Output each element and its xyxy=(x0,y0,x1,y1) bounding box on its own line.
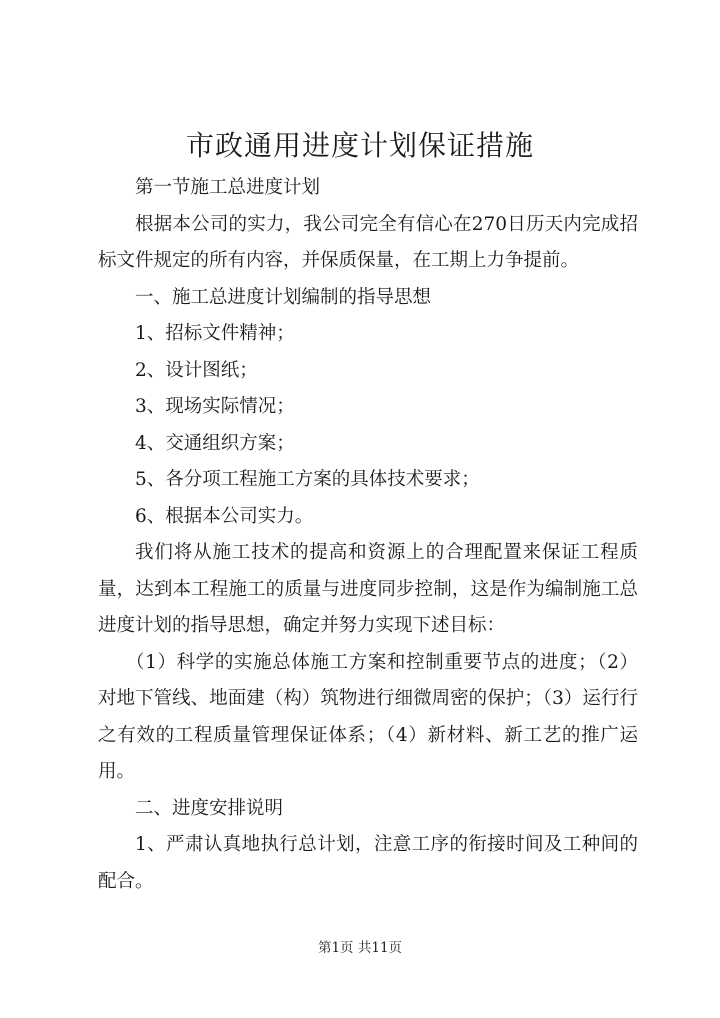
list-item: 4、交通组织方案； xyxy=(135,432,295,454)
document-title: 市政通用进度计划保证措施 xyxy=(185,129,534,162)
body-paragraph: 1、严肃认真地执行总计划，注意工序的衔接时间及工种间的配合。 xyxy=(98,834,638,892)
page-footer: 第1页 共11页 xyxy=(317,940,403,956)
body-paragraph: 我们将从施工技术的提高和资源上的合理配置来保证工程质量，达到本工程施工的质量与进度同步控制，这是作为编制施工总进度计划的指导思想，确定并努力实现下述目标： xyxy=(98,542,638,636)
subsection-heading: 二、进度安排说明 xyxy=(135,797,284,819)
subsection-heading: 一、施工总进度计划编制的指导思想 xyxy=(135,286,432,308)
list-item: 6、根据本公司实力。 xyxy=(135,505,314,527)
document-body xyxy=(98,170,638,900)
list-item: 3、现场实际情况； xyxy=(135,396,295,417)
body-paragraph: 根据本公司的实力，我公司完全有信心在270日历天内完成招标文件规定的所有内容，并保质保量，在工期上力争提前。 xyxy=(98,213,638,271)
section-heading: 第一节施工总进度计划 xyxy=(135,177,321,198)
list-item: 1、招标文件精神； xyxy=(135,323,295,344)
goals-paragraph: （1）科学的实施总体施工方案和控制重要节点的进度；（2）对地下管线、地面建（构）筑物进行细微周密的保护；（3）运行行之有效的工程质量管理保证体系；（4）新材料、新工艺的推广运用。 xyxy=(98,651,638,782)
list-item: 2、设计图纸； xyxy=(135,359,258,381)
list-item: 5、各分项工程施工方案的具体技术要求； xyxy=(135,469,480,490)
